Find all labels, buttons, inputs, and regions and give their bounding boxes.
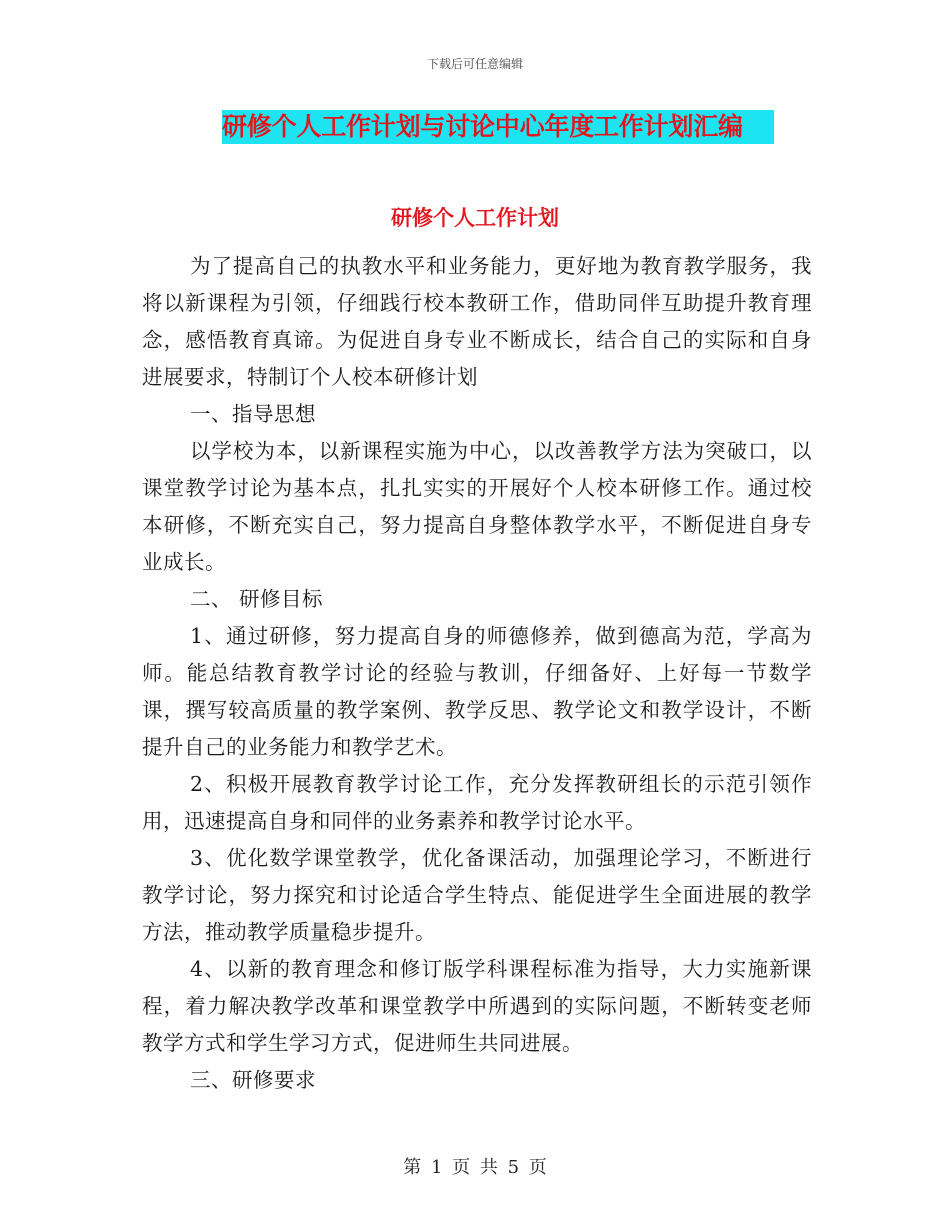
paragraph-guiding-thought: 以学校为本，以新课程实施为中心，以改善教学方法为突破口，以课堂教学讨论为基本点，扎扎实实的开展好个人校本研修工作。通过校本研修，不断充实自己，努力提高自身整体教学水平，不断促进自身专业成长。 [142,439,812,574]
paragraph-intro: 为了提高自己的执教水平和业务能力，更好地为教育教学服务，我将以新课程为引领，仔细践行校本教研工作，借助同伴互助提升教育理念，感悟教育真谛。为促进自身专业不断成长，结合自己的实际和自身进展要求，特制订个人校本研修计划 [142,254,812,389]
paragraph-goal-4: 4、以新的教育理念和修订版学科课程标准为指导，大力实施新课程，着力解决教学改革和课堂教学中所遇到的实际问题，不断转变老师教学方式和学生学习方式，促进师生共同进展。 [142,957,812,1055]
main-title-highlight [222,110,774,144]
heading-goals: 二、 研修目标 [190,587,324,611]
paragraph-goal-2: 2、积极开展教育教学讨论工作，充分发挥教研组长的示范引领作用，迅速提高自身和同伴的业务素养和教学讨论水平。 [142,772,812,833]
heading-guiding-thought: 一、指导思想 [190,402,316,426]
section-title: 研修个人工作计划 [391,206,559,230]
heading-requirements: 三、研修要求 [190,1068,316,1092]
main-title: 研修个人工作计划与讨论中心年度工作计划汇编 [222,112,743,141]
header-note: 下载后可任意编辑 [426,57,523,71]
document-body [142,248,812,1099]
page-number: 第 1 页 共 5 页 [403,1157,547,1178]
paragraph-goal-1: 1、通过研修，努力提高自身的师德修养，做到德高为范，学高为师。能总结教育教学讨论的经验与教训，仔细备好、上好每一节数学课，撰写较高质量的教学案例、教学反思、教学论文和教学设计，不断提升自己的业务能力和教学艺术。 [142,624,812,759]
paragraph-goal-3: 3、优化数学课堂教学，优化备课活动，加强理论学习，不断进行教学讨论，努力探究和讨论适合学生特点、能促进学生全面进展的教学方法，推动教学质量稳步提升。 [142,846,812,944]
